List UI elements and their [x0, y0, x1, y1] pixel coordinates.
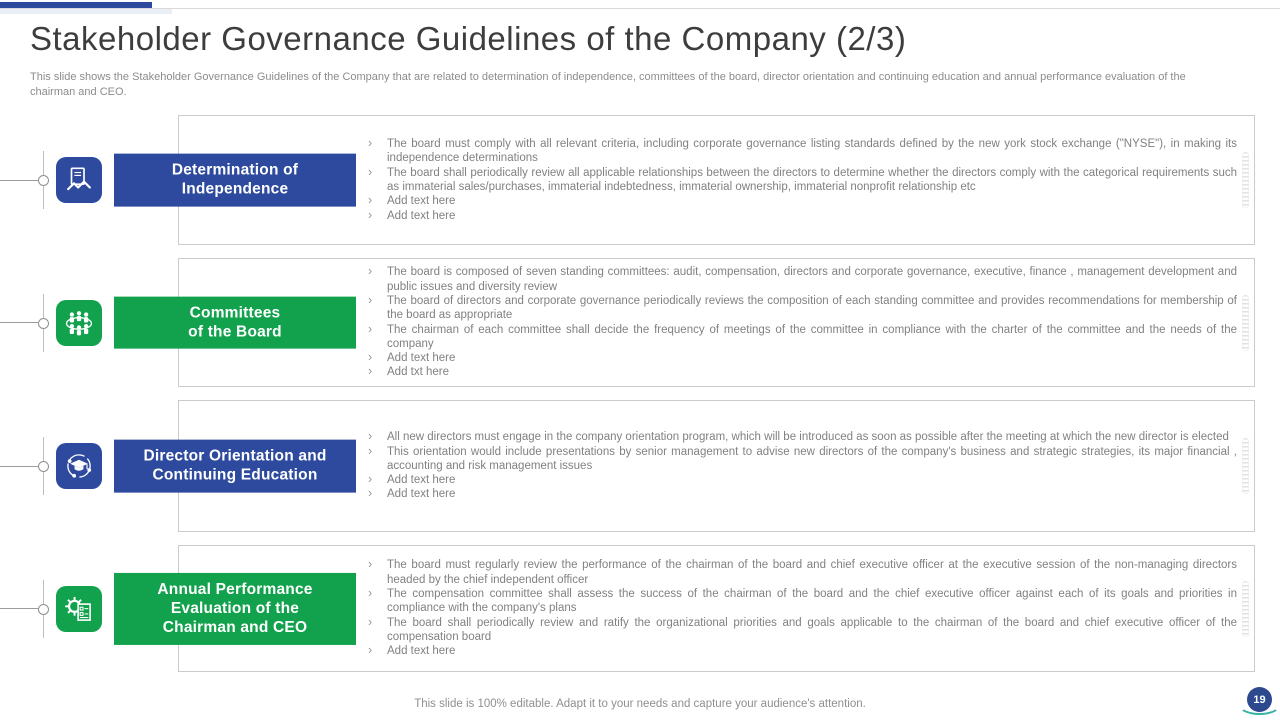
section-label: [114, 572, 356, 644]
label-line: Evaluation of the: [170, 599, 300, 617]
section-annual-performance-evaluation: [157, 545, 1255, 672]
bullet-item: [366, 445, 1237, 474]
bullet-item: [366, 351, 1237, 365]
top-divider-line: [0, 8, 1280, 9]
chevron-bullet-icon: ›: [368, 486, 373, 501]
chevron-bullet-icon: ›: [368, 614, 373, 629]
bullet-item: [366, 323, 1237, 352]
connector-hline: [0, 608, 38, 609]
bullet-text: The board shall periodically review and ratify the organizational priorities and goals applicable to the chairman of the board and chief executive officer of the compensation board: [387, 616, 1237, 643]
connector-dot: [38, 318, 49, 329]
bullet-item: [366, 430, 1237, 444]
scroll-grip-decoration[interactable]: [1242, 581, 1249, 637]
bullet-text: Add text here: [387, 195, 456, 208]
connector-dot: [38, 175, 49, 186]
bullet-item: [366, 194, 1237, 208]
label-line: of the Board: [188, 323, 282, 341]
chevron-bullet-icon: ›: [368, 350, 373, 365]
bullet-item: [366, 265, 1237, 294]
bullet-text: The chairman of each committee shall decide the frequency of meetings of the committee in compliance with the charter of the committee and the needs of the company: [387, 323, 1237, 350]
label-line: Continuing Education: [152, 467, 318, 484]
connector-dot: [38, 461, 49, 472]
section-director-orientation: [143, 400, 1255, 532]
chevron-bullet-icon: ›: [368, 443, 373, 458]
graduation-cap-icon: [56, 443, 102, 489]
chevron-bullet-icon: ›: [368, 364, 373, 379]
connector-hline: [0, 322, 38, 323]
bullet-text: Add txt here: [387, 366, 450, 379]
bullet-text: Add text here: [387, 352, 456, 365]
top-accent-shadow: [0, 9, 172, 14]
bullet-item: [366, 294, 1237, 323]
bullet-item: [366, 473, 1237, 487]
bullet-item: [366, 209, 1237, 223]
slide-description: This slide shows the Stakeholder Governance Guidelines of the Company that are related to determination of independence, committees of the board, director orientation and continuing education and annual performance evaluation of the chairman and CEO.: [30, 71, 1186, 98]
section-determination-of-independence: [171, 115, 1255, 245]
bullet-text: The board must regularly review the performance of the chairman of the board and chief executive officer at the executive session of the non-managing directors headed by the chief independent officer: [387, 559, 1237, 586]
chevron-bullet-icon: ›: [368, 557, 373, 572]
label-line: Director Orientation and: [143, 447, 327, 465]
bullet-item: [366, 616, 1237, 645]
bullet-list: [366, 137, 1237, 223]
bullet-item: [366, 487, 1237, 501]
label-line: Annual Performance: [157, 580, 313, 598]
scroll-grip-decoration[interactable]: [1242, 295, 1249, 351]
bullet-text: The compensation committee shall assess the success of the chairman of the board and the chief executive officer against each of its goals and priorities in compliance with the company's plans: [387, 588, 1237, 615]
chevron-bullet-icon: ›: [368, 207, 373, 222]
label-line: Independence: [181, 181, 289, 198]
bullet-item: [366, 587, 1237, 616]
chevron-bullet-icon: ›: [368, 292, 373, 307]
document-handshake-icon: [56, 157, 102, 203]
chevron-bullet-icon: ›: [368, 586, 373, 601]
page-number-badge: 19: [1247, 687, 1272, 712]
connector-hline: [0, 180, 38, 181]
bullet-text: This orientation would include presentations by senior management to advise new directors of the company's business and strategic strategies, its major financial , accounting and risk management issues: [387, 445, 1237, 472]
chevron-bullet-icon: ›: [368, 321, 373, 336]
bullet-text: All new directors must engage in the company orientation program, which will be introduced as soon as possible after the meeting at which the new director is elected: [387, 431, 1229, 444]
scroll-grip-decoration[interactable]: [1242, 152, 1249, 208]
bullet-text: The board is composed of seven standing committees: audit, compensation, directors and corporate governance, executive, finance , management development and public issues and diversity review: [387, 266, 1237, 293]
chevron-bullet-icon: ›: [368, 264, 373, 279]
chevron-bullet-icon: ›: [368, 136, 373, 151]
gear-checklist-icon: [56, 586, 102, 632]
bullet-list: [366, 430, 1237, 501]
page-title: Stakeholder Governance Guidelines of the Company (2/3): [30, 20, 907, 57]
bullet-text: The board shall periodically review all applicable relationships between the directors to determine whether the directors comply with the categorical requirements such as immaterial sales/purchases, immaterial indebtedness, immaterial ownership, immaterial nonprofit relationship etc: [387, 166, 1237, 193]
bullet-text: Add text here: [387, 209, 456, 222]
chevron-bullet-icon: ›: [368, 643, 373, 658]
bullet-text: The board of directors and corporate governance periodically reviews the composition of each standing committee and provides recommendations for membership of the board as appropriate: [387, 294, 1237, 322]
bullet-list: [366, 265, 1237, 379]
bullet-list: [366, 558, 1237, 658]
bullet-item: [366, 365, 1237, 379]
bullet-text: Add text here: [387, 488, 456, 501]
connector-dot: [38, 604, 49, 615]
bullet-text: Add text here: [387, 645, 456, 658]
section-committees-of-the-board: [178, 258, 1255, 387]
footer-note: This slide is 100% editable. Adapt it to your needs and capture your audience's attention.: [414, 698, 866, 710]
section-label: [114, 440, 356, 493]
label-line: Determination of: [171, 161, 299, 179]
connector-hline: [0, 466, 38, 467]
bullet-item: [366, 137, 1237, 166]
label-line: Committees: [189, 304, 281, 322]
label-line: Chairman and CEO: [162, 619, 308, 637]
people-group-icon: [56, 300, 102, 346]
chevron-bullet-icon: ›: [368, 193, 373, 208]
section-label: [114, 154, 356, 207]
bullet-item: [366, 558, 1237, 587]
chevron-bullet-icon: ›: [368, 472, 373, 487]
section-label: [114, 296, 356, 349]
bullet-text: Add text here: [387, 474, 456, 487]
bullet-text: The board must comply with all relevant criteria, including corporate governance listing standards defined by the new york stock exchange ("NYSE"), in making its independence determinations: [387, 138, 1237, 165]
sections-container: [0, 115, 1280, 685]
chevron-bullet-icon: ›: [368, 429, 373, 444]
chevron-bullet-icon: ›: [368, 164, 373, 179]
scroll-grip-decoration[interactable]: [1242, 438, 1249, 494]
bullet-item: [366, 644, 1237, 658]
bullet-item: [366, 166, 1237, 195]
